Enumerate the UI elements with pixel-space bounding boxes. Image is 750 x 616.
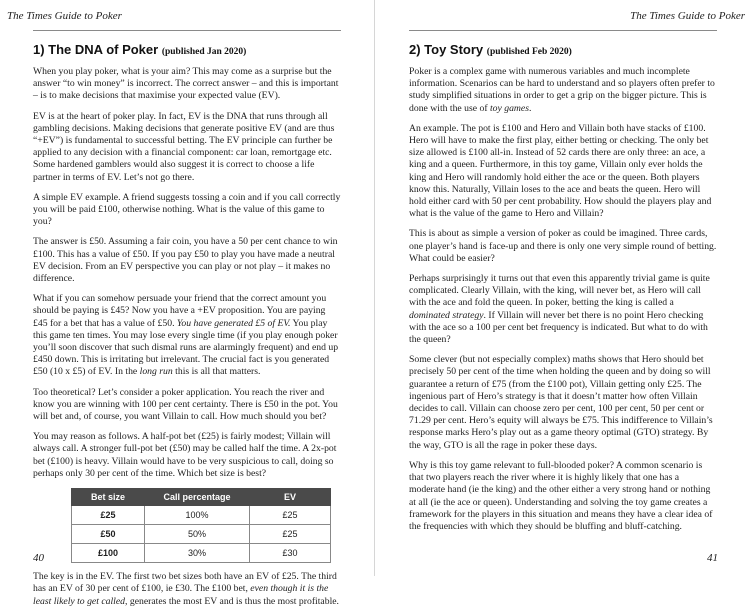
text-run: What if you can somehow persuade your friend that the correct amount you should be paying is £45? Now you have a +EV proposition. You are paying £45 for a bet that has a value of £50. [33, 293, 327, 329]
paragraph [33, 111, 341, 184]
paragraph-list [33, 571, 341, 608]
text-run: Some clever (but not especially complex) maths shows that Hero should bet precisely 50 per cent of the time when holding the queen and by doing so will guarantee a return of £75 (from the £100 pot), Villain getting only £25. The ingenious part of Hero’s strategy is that it doesn’t matter how often Villain decides to call. Villain can choose zero per cent, 100 per cent, 50 per cent or 71.29 per cent. Hero’s equity will always be £75. This indifference to Villain’s response marks Hero’s play out as a game theory optimal (GTO) strategy. By the way, GTO is all the rage in poker these days. [409, 354, 713, 451]
ev-table [71, 488, 331, 563]
column-header: Bet size [72, 489, 145, 506]
table-cell: £30 [250, 544, 331, 563]
table-row [72, 506, 331, 525]
header-rule [33, 30, 341, 31]
header-rule [409, 30, 717, 31]
text-run: Poker is a complex game with numerous variables and much incomplete information. Scenarios can be hard to understand and so players often prefer to study simplified situations in order to get a grip on the bigger picture. This is done with the use of [409, 66, 715, 114]
running-head: The Times Guide to Poker [630, 10, 745, 22]
table-cell: £25 [72, 506, 145, 525]
chapter-title-text: 1) The DNA of Poker [33, 42, 159, 57]
chapter-title [409, 42, 572, 57]
text-run: . If Villain will never bet there is no point Hero checking with the ace so a 100 per cent bet frequency is indicated. But what to do with the queen? [409, 309, 708, 346]
paragraph [409, 460, 717, 533]
text-run: An example. The pot is £100 and Hero and Villain both have stacks of £100. Hero will have to make the first play, either betting or checking. The only bet size allowed is £100 all-in. Instead of 52 cards there are only three: an ace, a king and a queen. Furthermore, in this toy game, Villain only ever holds the king and Hero will randomly hold either the ace or the queen. Both players know this. Naturally, Villain loses to the ace and beats the queen. Hero will hold either card with 50 per cent probability. How should the players play and what is the value of the game to Hero and Villain? [409, 122, 712, 220]
table-cell: £100 [72, 544, 145, 563]
text-run: Why is this toy game relevant to full-blooded poker? A common scenario is that two players reach the river where it is highly likely that one has a moderate hand (ie the king) and the other either a very strong hand or nothing at all (ie the ace or queen). Understanding and solving the toy game creates a framework for the players in this situation and means they have a clear idea of the frequencies with which they should be bluffing and bluff-catching. [409, 459, 713, 532]
page-number: 41 [707, 552, 718, 564]
table-cell: £25 [250, 525, 331, 544]
text-run: This is about as simple a version of poker as could be imagined. Three cards, one player’s hand is face-up and there is only one very simple round of betting. What could be easier? [409, 228, 717, 264]
paragraph [409, 354, 717, 452]
paragraph-list [33, 66, 341, 480]
text-run: A simple EV example. A friend suggests tossing a coin and if you call correctly you will be paid £100, otherwise nothing. What is the value of this game to you? [33, 191, 341, 228]
paragraph [33, 571, 341, 608]
paragraph [409, 228, 717, 265]
chapter-title [33, 42, 246, 57]
column-header: EV [250, 489, 331, 506]
text-run: When you play poker, what is your aim? This may come as a surprise but the answer “to win money” is incorrect. The correct answer – and this is important – is to make decisions that maximise your expected value (EV). [33, 66, 339, 102]
table-header-row [72, 489, 331, 506]
paragraph [409, 273, 717, 346]
paragraph-list [409, 66, 717, 533]
publication-date: (published Jan 2020) [161, 47, 247, 57]
paragraph [33, 293, 341, 378]
body-text [33, 66, 341, 616]
italic-text: long run [139, 366, 173, 378]
italic-text: dominated strategy [409, 309, 484, 321]
table-cell: 100% [145, 506, 250, 525]
text-run: You may reason as follows. A half-pot bet (£25) is fairly modest; Villain will always call. A stronger full-pot bet (£50) may be called half the time. A 2x-pot bet (£100) is heavy. Villain would have to be very suspicious to call, doing so perhaps only 30 per cent of the time. Which bet size is best? [33, 431, 337, 479]
publication-date: (published Feb 2020) [486, 47, 572, 57]
paragraph [33, 387, 341, 424]
text-run: Perhaps surprisingly it turns out that even this apparently trivial game is quite complicated. Clearly Villain, with the king, will never bet, as Hero will call with the ace and fold the queen. In poker, betting the king is called a [409, 273, 710, 309]
paragraph [33, 431, 341, 480]
table-cell: £25 [250, 506, 331, 525]
table-row [72, 544, 331, 563]
page-number: 40 [33, 552, 44, 564]
paragraph [33, 236, 341, 285]
text-run: EV is at the heart of poker play. In fact, EV is the DNA that runs through all gambling decisions. Making decisions that generate positive EV (and are thus “+EV”) is fundamental to successful betting. The EV principle can further be applied to any decision with a financial component: car loan, remortgage etc. Some hardened gamblers would also suggest it is correct to choose a life partner in terms of EV. Let’s not go there. [33, 110, 335, 183]
text-run: , generates the most EV and is thus the most profitable. [125, 595, 339, 607]
table-row [72, 525, 331, 544]
paragraph [409, 123, 717, 221]
paragraph [33, 192, 341, 229]
text-run: The answer is £50. Assuming a fair coin, you have a 50 per cent chance to win £100. This has a value of £50. If you pay £50 to play you have made a neutral EV decision. From an EV perspective you can play or not play – it makes no difference. [33, 236, 338, 285]
chapter-title-text: 2) Toy Story [409, 42, 484, 57]
italic-text: even though it is the least likely to get called [33, 583, 329, 607]
text-run: Too theoretical? Let’s consider a poker application. You reach the river and know you are winning with 100 per cent certainty. There is £50 in the pot. You will bet and, of course, you want Villain to call. How much should you bet? [33, 386, 338, 423]
text-run: You play this game ten times. You may lose every single time (if you play enough poker you’ll soon discover that such dismal runs are alarmingly frequent) and end up £450 down. This is irritating but irrelevant. The crucial fact is you generated £50 (10 x £5) of EV. In the [33, 317, 339, 378]
italic-text: You have generated £5 of EV. [176, 317, 291, 329]
text-run: this is all that matters. [172, 366, 261, 378]
left-page [0, 0, 375, 607]
text-run: The key is in the EV. The first two bet sizes both have an EV of £25. The third has an EV of 30 per cent of £100, ie £30. The £100 bet, [33, 571, 337, 595]
column-header: Call percentage [145, 489, 250, 506]
running-head: The Times Guide to Poker [7, 10, 122, 22]
italic-text: toy games [489, 102, 529, 114]
paragraph [409, 66, 717, 115]
table-cell: 30% [145, 544, 250, 563]
body-text [409, 66, 717, 541]
right-page [375, 0, 750, 576]
table-cell: £50 [72, 525, 145, 544]
table-cell: 50% [145, 525, 250, 544]
text-run: . [529, 102, 532, 114]
paragraph [33, 66, 341, 103]
